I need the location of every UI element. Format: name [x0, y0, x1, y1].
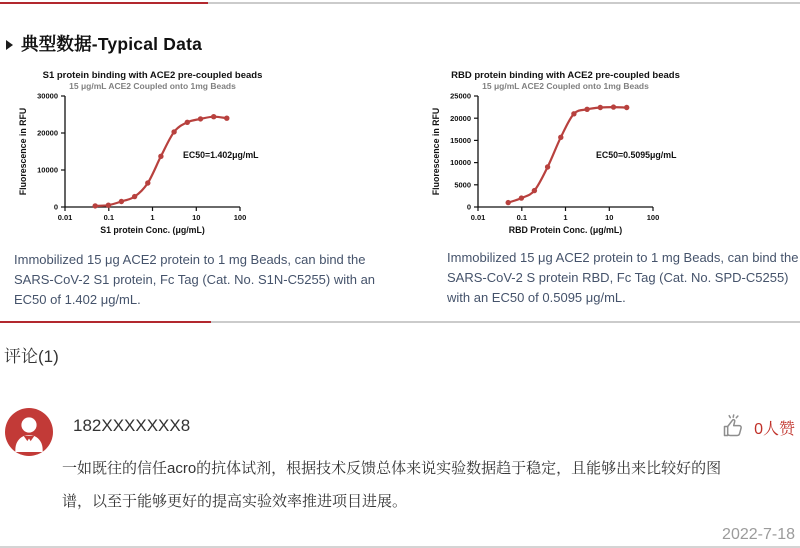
section-title: 典型数据-Typical Data — [21, 34, 203, 54]
svg-text:30000: 30000 — [37, 91, 58, 101]
svg-text:0.1: 0.1 — [103, 213, 115, 222]
comment-username: 182XXXXXXX8 — [73, 416, 191, 435]
svg-text:1: 1 — [563, 213, 568, 222]
rbd-chart-description: Immobilized 15 μg ACE2 protein to 1 mg Beads, can bind the SARS-CoV-2 S protein RBD, Fc Tag (Cat. No. SPD-C5255) with an EC50 of 0.5095 μg/mL. — [447, 250, 799, 305]
svg-text:15000: 15000 — [450, 136, 471, 145]
svg-text:20000: 20000 — [37, 128, 58, 138]
svg-text:20000: 20000 — [450, 113, 471, 123]
svg-text:15 μg/mL ACE2 Coupled onto 1mg: 15 μg/mL ACE2 Coupled onto 1mg Beads — [482, 81, 649, 91]
s1-chart-description: Immobilized 15 μg ACE2 protein to 1 mg Beads, can bind the SARS-CoV-2 S1 protein, Fc Tag (Cat. No. S1N-C5255) with an EC50 of 1.402 μg/mL. — [14, 252, 376, 307]
comment-date: 2022-7-18 — [722, 526, 795, 543]
collapse-triangle-icon — [6, 40, 13, 50]
svg-text:1: 1 — [150, 213, 155, 222]
top-accent-line-red — [0, 2, 208, 4]
svg-text:EC50=0.5095μg/mL: EC50=0.5095μg/mL — [596, 150, 677, 160]
svg-text:10: 10 — [605, 213, 614, 222]
svg-text:Fluorescence in RFU: Fluorescence in RFU — [431, 107, 441, 196]
svg-text:EC50=1.402μg/mL: EC50=1.402μg/mL — [183, 150, 259, 160]
svg-text:10: 10 — [192, 213, 201, 222]
rbd-binding-chart — [428, 66, 690, 238]
svg-text:0: 0 — [53, 202, 58, 212]
svg-text:25000: 25000 — [450, 91, 471, 101]
svg-text:0: 0 — [466, 202, 471, 212]
svg-text:10000: 10000 — [450, 158, 471, 168]
svg-text:Fluorescence in RFU: Fluorescence in RFU — [18, 107, 28, 196]
like-count: 0人赞 — [754, 420, 795, 438]
comments-header: 评论(1) — [4, 347, 59, 366]
svg-text:100: 100 — [646, 213, 660, 222]
svg-text:RBD Protein Conc. (μg/mL): RBD Protein Conc. (μg/mL) — [508, 225, 623, 235]
section-divider-gray — [211, 321, 800, 323]
s1-binding-chart — [15, 66, 273, 238]
svg-text:0.01: 0.01 — [57, 213, 73, 222]
user-avatar — [5, 408, 53, 456]
like-button[interactable] — [721, 414, 795, 440]
top-accent-line-gray — [208, 2, 800, 4]
svg-text:100: 100 — [233, 213, 247, 222]
thumbs-up-icon — [721, 414, 747, 440]
svg-text:RBD protein binding with ACE2: RBD protein binding with ACE2 pre-coupled beads — [451, 70, 680, 81]
svg-text:0.1: 0.1 — [516, 213, 528, 222]
svg-text:5000: 5000 — [454, 180, 471, 190]
svg-text:0.01: 0.01 — [470, 213, 486, 222]
comment-text: 一如既往的信任acro的抗体试剂，根据技术反馈总体来说实验数据趋于稳定，且能够出来比较好的图谱，以至于能够更好的提高实验效率推进项目进展。 — [62, 460, 722, 510]
svg-text:10000: 10000 — [37, 165, 58, 175]
svg-text:15 μg/mL ACE2 Coupled onto 1mg: 15 μg/mL ACE2 Coupled onto 1mg Beads — [69, 81, 236, 91]
svg-text:S1 protein Conc. (μg/mL): S1 protein Conc. (μg/mL) — [100, 225, 205, 235]
svg-text:S1 protein binding with ACE2 p: S1 protein binding with ACE2 pre-coupled beads — [42, 70, 263, 81]
section-divider-red — [0, 321, 211, 323]
typical-data-section-toggle[interactable] — [6, 31, 202, 56]
